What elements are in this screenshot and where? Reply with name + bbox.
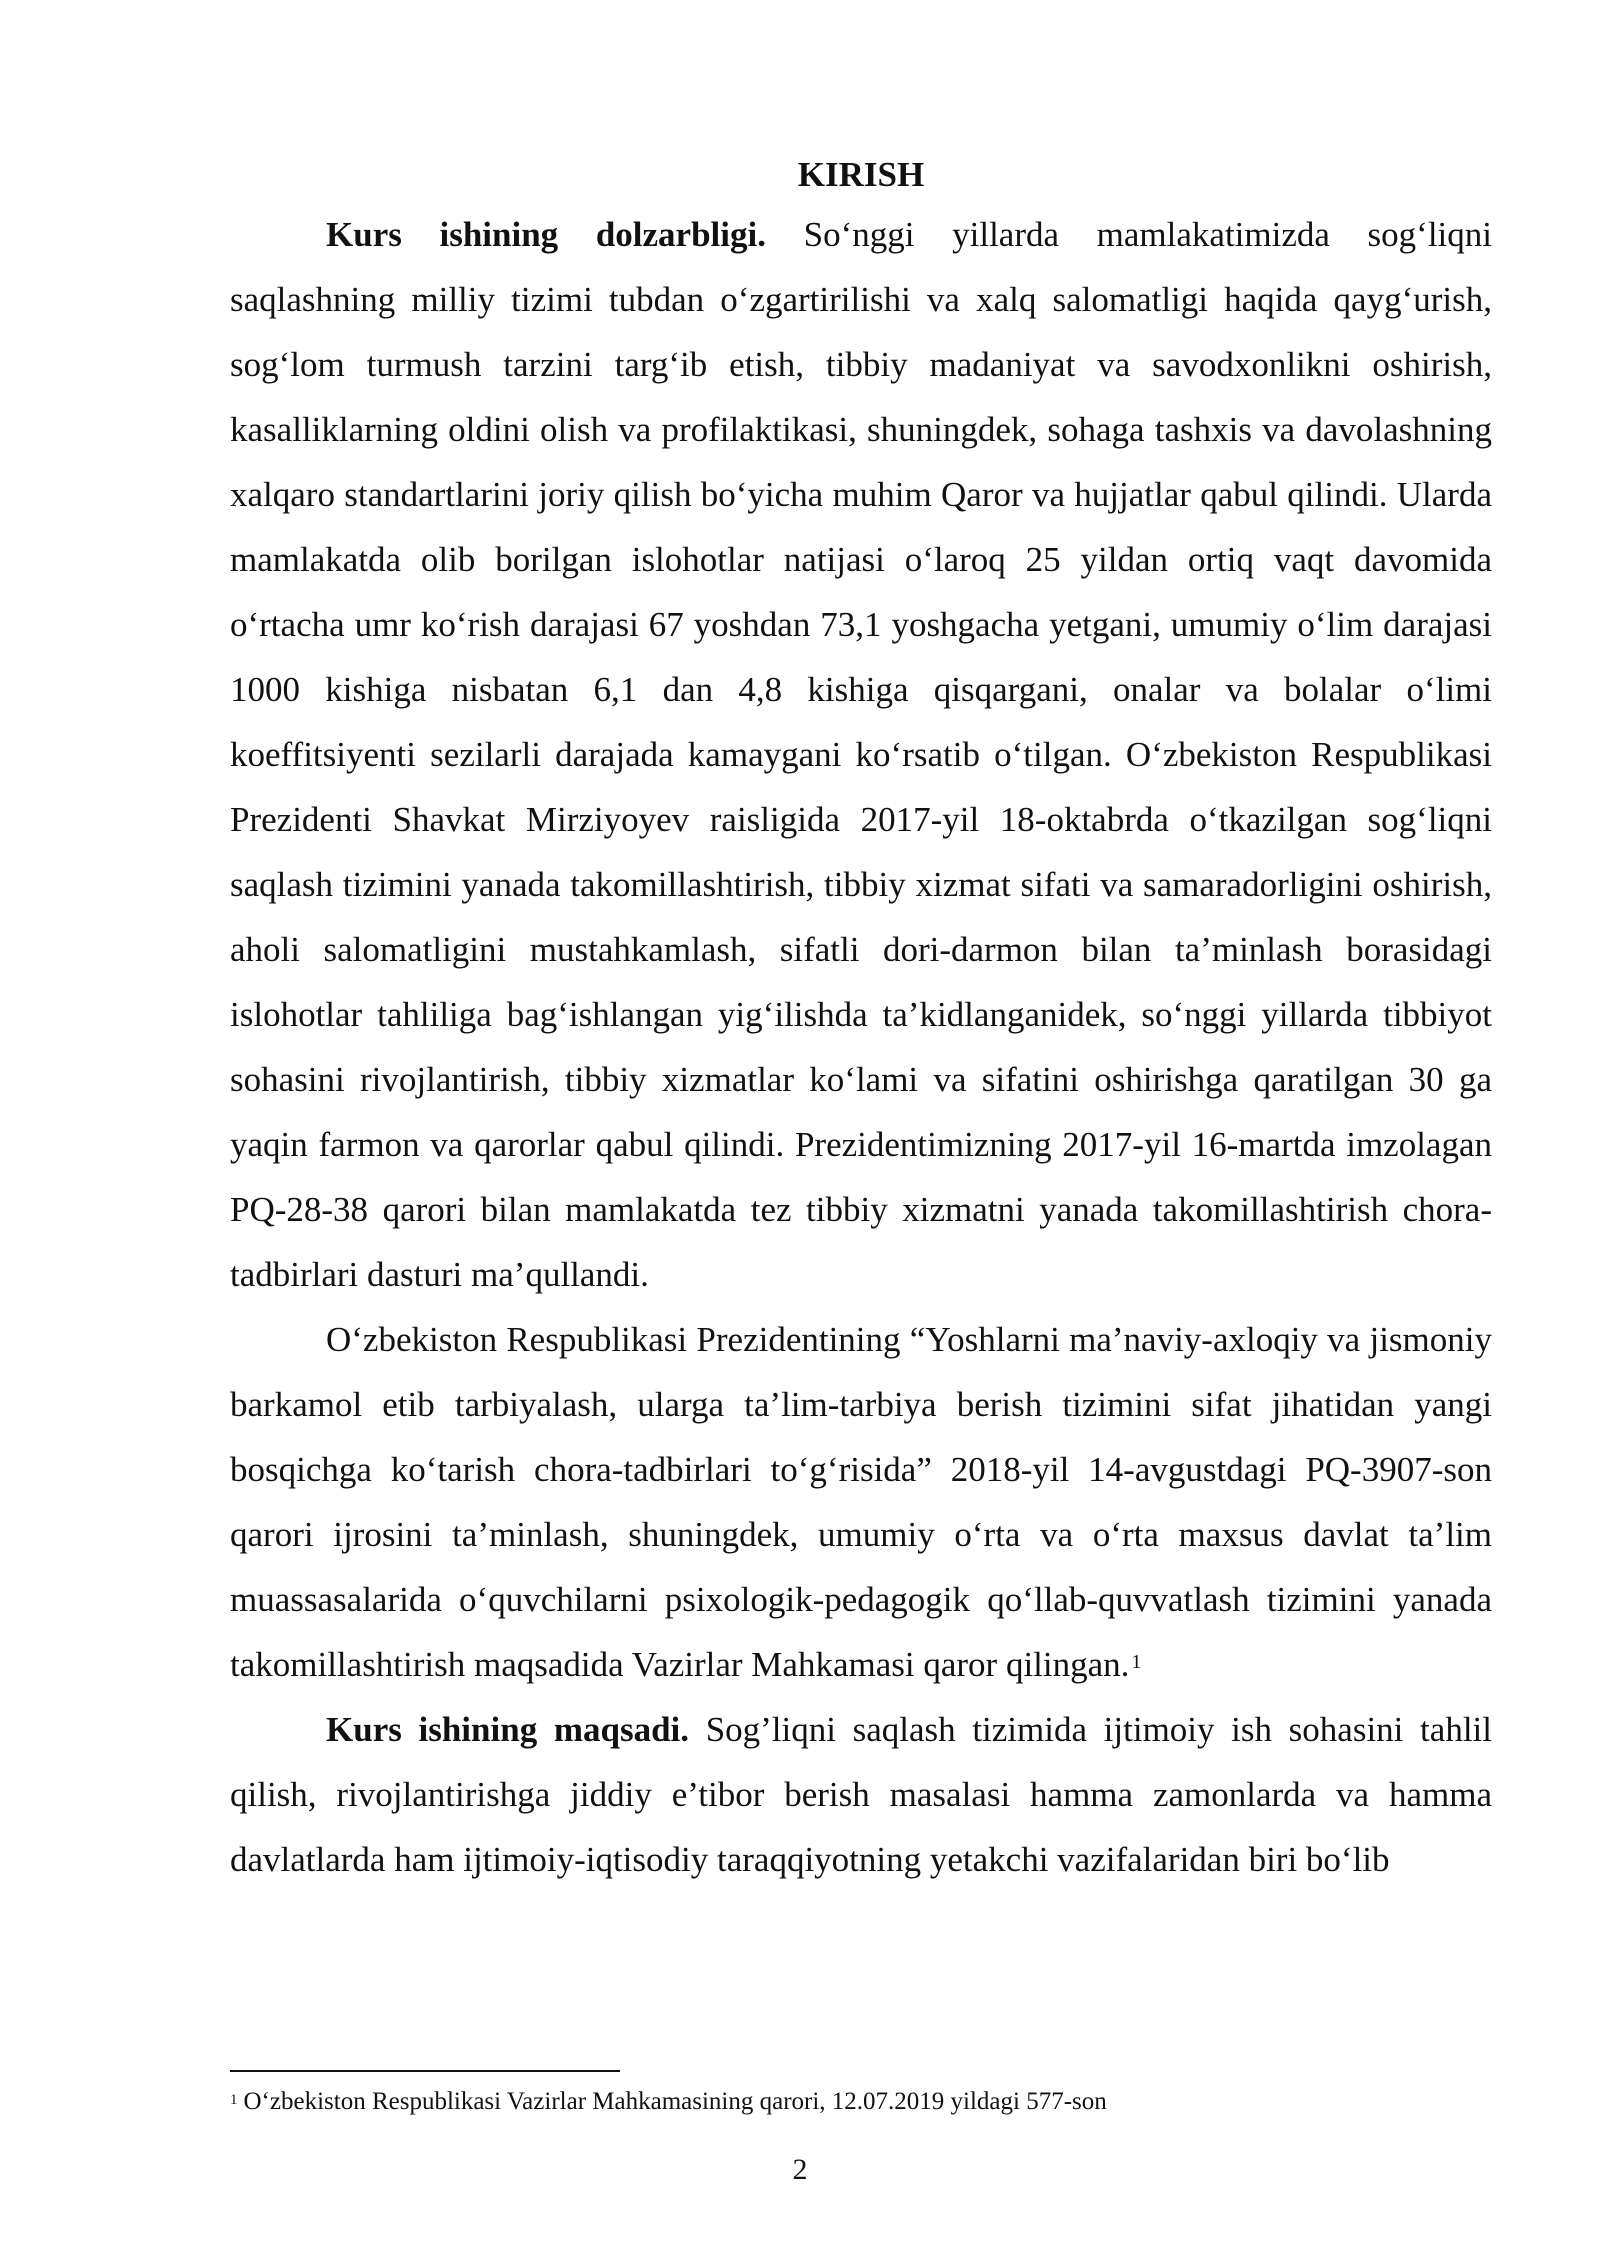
footnote-separator — [230, 2070, 620, 2072]
paragraph-text: So‘nggi yillarda mamlakatimizda sog‘liqni saqlashning milliy tizimi tubdan o‘zgartirilishi va xalq salomatligi haqida qayg‘urish, sog‘lom turmush tarzini targ‘ib etish, tibbiy madaniyat va savodxonlikni oshirish, kasalliklarning oldini olish va profilaktikasi, shuningdek, sohaga tashxis va davolashning xalqaro standartlarini joriy qilish bo‘yicha muhim Qaror va hujjatlar qabul qilindi. Ularda mamlakatda olib borilgan islohotlar natijasi o‘laroq 25 yildan ortiq vaqt davomida o‘rtacha umr ko‘rish darajasi 67 yoshdan 73,1 yoshgacha yetgani, umumiy o‘lim darajasi 1000 kishiga nisbatan 6,1 dan 4,8 kishiga qisqargani, onalar va bolalar o‘limi koeffitsiyenti sezilarli darajada kamaygani ko‘rsatib o‘tilgan. O‘zbekiston Respublikasi Prezidenti Shavkat Mirziyoyev raisligida 2017-yil 18-oktabrda o‘tkazilgan sog‘liqni saqlash tizimini yanada takomillashtirish, tibbiy xizmat sifati va samaradorligini oshirish, aholi salomatligini mustahkamlash, sifatli dori-darmon bilan ta’minlash borasidagi islohotlar tahliliga bag‘ishlangan yig‘ilishda ta’kidlanganidek, so‘nggi yillarda tibbiyot sohasini rivojlantirish, tibbiy xizmatlar ko‘lami va sifatini oshirishga qaratilgan 30 ga yaqin farmon va qarorlar qabul qilindi. Prezidentimizning 2017-yil 16-martda imzolagan PQ-28-38 qarori bilan mamlakatda tez tibbiy xizmatni yanada takomillashtirish chora-tadbirlari dasturi ma’qullandi. — [230, 215, 1492, 1294]
footnote-reference[interactable]: 1 — [1131, 1651, 1142, 1673]
paragraph-lead: Kurs ishining maqsadi. — [326, 1710, 690, 1749]
footnote — [230, 2085, 1492, 2119]
page-body — [230, 150, 1492, 1892]
paragraph-decree — [230, 1307, 1492, 1697]
paragraph-relevance — [230, 202, 1492, 1307]
footnote-number: 1 — [230, 2092, 238, 2108]
footnote-text: O‘zbekiston Respublikasi Vazirlar Mahkamasining qarori, 12.07.2019 yildagi 577-son — [243, 2088, 1107, 2115]
paragraph-lead: Kurs ishining dolzarbligi. — [326, 215, 766, 254]
paragraph-text: O‘zbekiston Respublikasi Prezidentining “Yoshlarni ma’naviy-axloqiy va jismoniy barkamol etib tarbiyalash, ularga ta’lim-tarbiya berish tizimini sifat jihatidan yangi bosqichga ko‘tarish chora-tadbirlari to‘g‘risida” 2018-yil 14-avgustdagi PQ-3907-son qarori ijrosini ta’minlash, shuningdek, umumiy o‘rta va o‘rta maxsus davlat ta’lim muassasalarida o‘quvchilarni psixologik-pedagogik qo‘llab-quvvatlash tizimini yanada takomillashtirish maqsadida Vazirlar Mahkamasi qaror qilingan. — [230, 1320, 1492, 1684]
section-heading: KIRISH — [797, 155, 925, 194]
paragraph-goal — [230, 1697, 1492, 1892]
paragraph-text: Sog’liqni saqlash tizimida ijtimoiy ish sohasini tahlil qilish, rivojlantirishga jiddiy e’tibor berish masalasi hamma zamonlarda va hamma davlatlarda ham ijtimoiy-iqtisodiy taraqqiyotning yetakchi vazifalaridan biri bo‘lib — [230, 1710, 1492, 1879]
page-number: 2 — [792, 2153, 808, 2186]
